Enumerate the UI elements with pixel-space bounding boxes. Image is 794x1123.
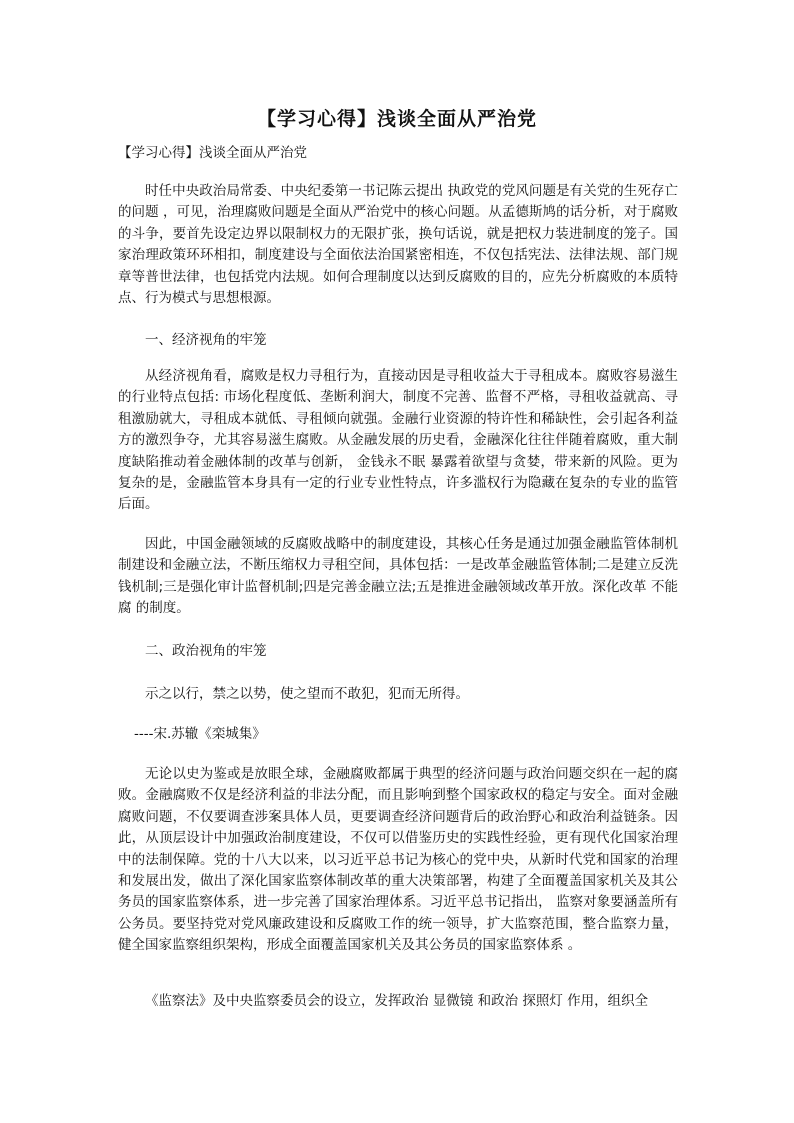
section-heading-economic: 一、经济视角的牢笼 (145, 332, 267, 348)
classical-quote: 示之以行，禁之以势，使之望而不敢犯，犯而无所得。 (145, 686, 469, 702)
paragraph-institutional: 因此，中国金融领域的反腐败战略中的制度建设，其核心任务是通过加强金融监管体制机制建设和金融立法，不断压缩权力寻租空间，具体包括：一是改革金融监管体制;二是建立反洗钱机制;三是强化审计监督机制;四是完善金融立法;五是推进金融领域改革开放。深化改革 不能腐 的制度。 (118, 536, 678, 617)
paragraph-political: 无论以史为鉴或是放眼全球，金融腐败都属于典型的经济问题与政治问题交织在一起的腐败。金融腐败不仅是经济利益的非法分配，而且影响到整个国家政权的稳定与安全。面对金融腐败问题，不仅要调查涉案具体人员，更要调查经济问题背后的政治野心和政治利益链条。因此，从顶层设计中加强政治制度建设，不仅可以借鉴历史的实践性经验，更有现代化国家治理中的法制保障。党的十八大以来，以习近平总书记为核心的党中央，从新时代党和国家的治理和发展出发，做出了深化国家监察体制改革的重大决策部署，构建了全面覆盖国家机关及其公务员的国家监察体系，进一步完善了国家治理体系。习近平总书记指出， 监察对象要涵盖所有公务员。要坚持党对党风廉政建设和反腐败工作的统一领导，扩大监察范围，整合监察力量，健全国家监察组织架构，形成全面覆盖国家机关及其公务员的国家监察体系 。 (118, 766, 678, 954)
paragraph-supervision-law: 《监察法》及中央监察委员会的设立，发挥政治 显微镜 和政治 探照灯 作用，组织全 (145, 993, 649, 1009)
section-heading-political: 二、政治视角的牢笼 (145, 643, 267, 659)
paragraph-economic: 从经济视角看，腐败是权力寻租行为，直接动因是寻租收益大于寻租成本。腐败容易滋生的行业特点包括: 市场化程度低、垄断利润大，制度不完善、监督不严格，寻租收益就高、寻租激励就大，寻租成本就低、寻租倾向就强。金融行业资源的特许性和稀缺性，会引起各利益方的激烈争夺，尤其容易滋生腐败。从金融发展的历史看，金融深化往往伴随着腐败，重大制度缺陷推动着金融体制的改革与创新， 金钱永不眠 暴露着欲望与贪婪，带来新的风险。更为复杂的是，金融监管本身具有一定的行业专业性特点，许多滥权行为隐藏在复杂的专业的监管后面。 (118, 368, 678, 513)
page-title: 【学习心得】浅谈全面从严治党 (256, 108, 537, 130)
quote-citation: ----宋.苏辙《栾城集》 (134, 726, 266, 742)
document-subtitle: 【学习心得】浅谈全面从严治党 (118, 145, 307, 161)
paragraph-intro: 时任中央政治局常委、中央纪委第一书记陈云提出 执政党的党风问题是有关党的生死存亡的问题 ，可见，治理腐败问题是全面从严治党中的核心问题。从孟德斯鸠的话分析，对于腐败的斗争，要首先设定边界以限制权力的无限扩张，换句话说，就是把权力装进制度的笼子。国家治理政策环环相扣，制度建设与全面依法治国紧密相连，不仅包括宪法、法律法规、部门规章等普世法律，也包括党内法规。如何合理制度以达到反腐败的目的，应先分析腐败的本质特点、行为模式与思想根源。 (118, 183, 678, 307)
